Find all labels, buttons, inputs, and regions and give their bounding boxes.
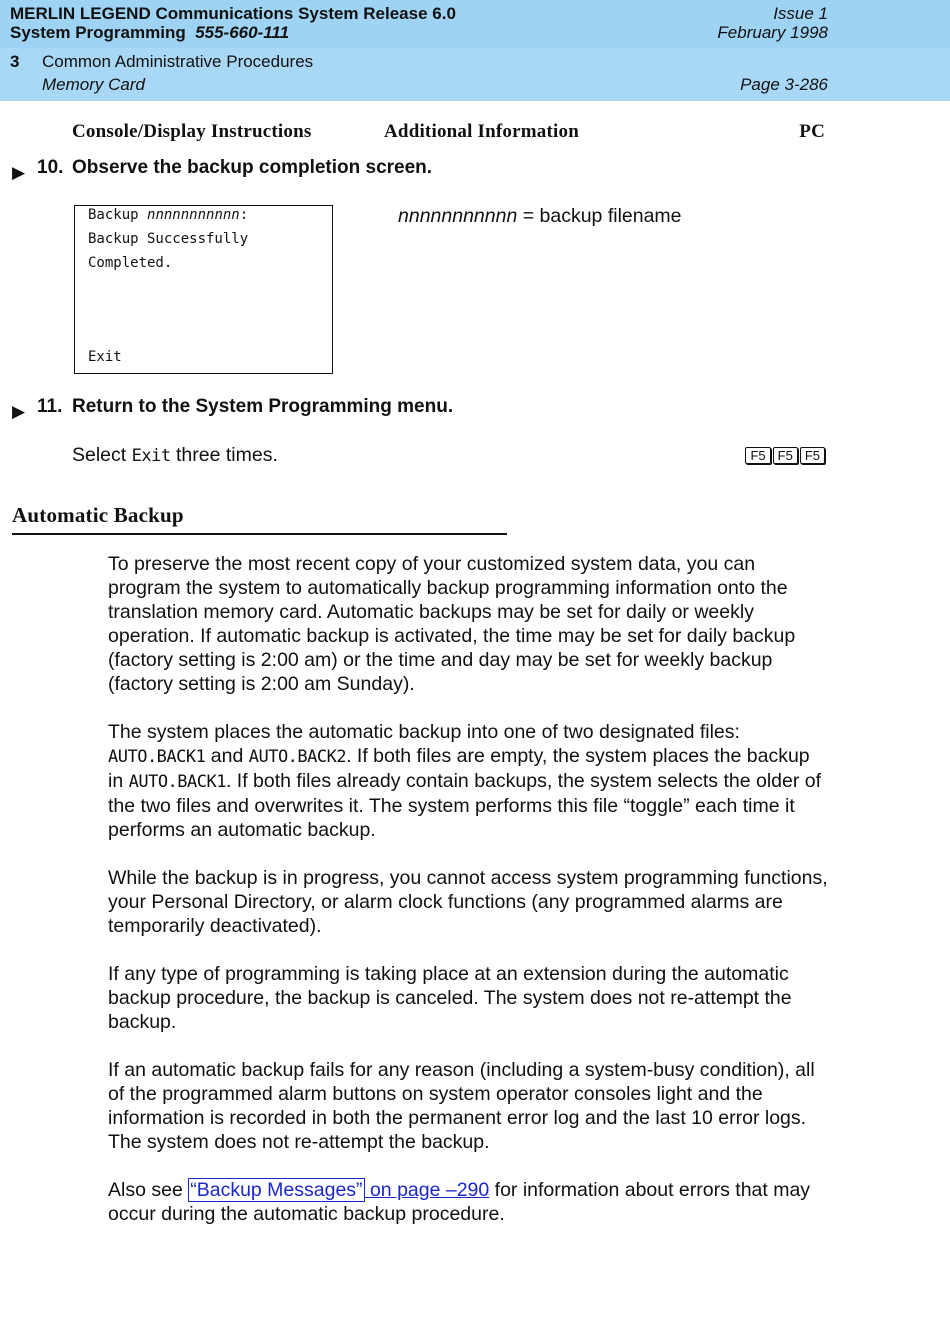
column-heading-info: Additional Information bbox=[384, 121, 579, 142]
page-header bbox=[0, 0, 950, 101]
chapter-title: Common Administrative Procedures bbox=[42, 52, 314, 71]
file-name-auto-back1: AUTO.BACK1 bbox=[108, 747, 206, 767]
doc-number: 555-660-111 bbox=[195, 23, 290, 42]
section-name: Memory Card bbox=[42, 75, 145, 94]
date: February 1998 bbox=[717, 23, 828, 42]
screen-line-3: Completed. bbox=[88, 255, 173, 271]
backup-messages-link[interactable]: “Backup Messages” bbox=[190, 1179, 363, 1201]
page-reference-link[interactable]: on page –290 bbox=[364, 1179, 490, 1201]
backup-filename-note: nnnnnnnnnnn = backup filename bbox=[398, 205, 682, 227]
screen-exit-option: Exit bbox=[88, 349, 122, 365]
screen-line-1: Backup nnnnnnnnnnn: bbox=[88, 207, 249, 223]
paragraph-4: If any type of programming is taking place at an extension during the automatic backup procedure, the backup is canceled. The system does not re-attempt the backup. bbox=[108, 963, 792, 1033]
f5-key-icon: F5 bbox=[745, 447, 770, 464]
section-rule bbox=[12, 533, 507, 535]
section-heading: Automatic Backup bbox=[12, 503, 184, 527]
console-display-screen bbox=[74, 205, 333, 374]
step-arrow-icon: ▶ bbox=[12, 402, 26, 421]
header-title: MERLIN LEGEND Communications System Release 6.0 bbox=[10, 4, 456, 23]
exit-code: Exit bbox=[131, 446, 171, 466]
screen-line-2: Backup Successfully bbox=[88, 231, 249, 247]
paragraph-1: To preserve the most recent copy of your customized system data, you can program the system to automatically backup programming information onto the translation memory card. Automatic backups may be set for daily or weekly operation. If automatic backup is activated, the time may be set for daily backup (factory setting is 2:00 am) or the time and day may be set for weekly backup (factory setting is 2:00 am Sunday). bbox=[108, 553, 796, 695]
header-subtitle: System Programming 555-660-111 bbox=[10, 23, 290, 42]
paragraph-6: Also see “Backup Messages” on page –290 for information about errors that may occur during the automatic backup procedure. bbox=[108, 1179, 811, 1225]
section-body bbox=[108, 552, 828, 1250]
paragraph-3: While the backup is in progress, you cannot access system programming functions, your Personal Directory, or alarm clock functions (any programmed alarms are temporarily deactivated). bbox=[108, 867, 828, 937]
f5-key-icon: F5 bbox=[773, 447, 798, 464]
chapter-number: 3 bbox=[10, 52, 20, 71]
f5-key-icon: F5 bbox=[800, 447, 825, 464]
column-heading-instructions: Console/Display Instructions bbox=[72, 121, 312, 142]
issue: Issue 1 bbox=[773, 4, 828, 23]
step-10-text: Observe the backup completion screen. bbox=[72, 157, 433, 178]
file-name-auto-back2: AUTO.BACK2 bbox=[248, 747, 347, 767]
function-keys bbox=[743, 447, 825, 465]
step-arrow-icon: ▶ bbox=[12, 163, 26, 182]
page-number: Page 3-286 bbox=[740, 75, 828, 94]
step-11-number: 11. bbox=[37, 396, 63, 417]
step-11-text: Return to the System Programming menu. bbox=[72, 396, 454, 417]
step-10-number: 10. bbox=[37, 157, 64, 178]
paragraph-2: The system places the automatic backup into one of two designated files: AUTO.BACK1 and AUTO.BACK2. If both files are empty, the system places the backup in AUTO.BACK1. If both files already contain backups, the system selects the older of the two files and overwrites it. The system performs this file “toggle” each time it performs an automatic backup. bbox=[108, 721, 822, 841]
step-11-instruction: Select Exit three times. bbox=[72, 444, 278, 466]
column-heading-pc: PC bbox=[799, 121, 825, 142]
paragraph-5: If an automatic backup fails for any reason (including a system-busy condition), all of the programmed alarm buttons on system operator consoles light and the information is recorded in both the permanent error log and the last 10 error logs. The system does not re-attempt the backup. bbox=[108, 1059, 815, 1153]
file-name-auto-back1: AUTO.BACK1 bbox=[128, 772, 226, 792]
